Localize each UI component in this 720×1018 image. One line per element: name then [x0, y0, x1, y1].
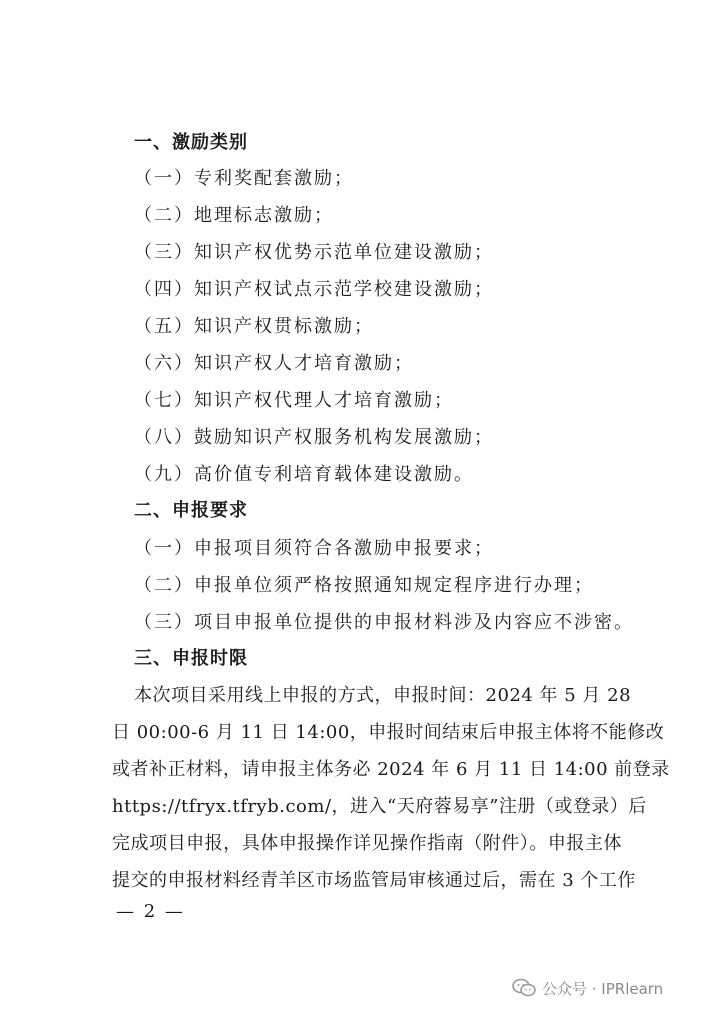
paragraph-line: 完成项目申报，具体申报操作详见操作指南（附件）。申报主体 [112, 833, 622, 854]
page-number: — 2 — [116, 901, 185, 922]
paragraph-line: 或者补正材料，请申报主体务必 2024 年 6 月 11 日 14:00 前登录 [112, 759, 670, 780]
list-item: （三）知识产权优势示范单位建设激励； [134, 242, 494, 263]
list-item: （四）知识产权试点示范学校建设激励； [134, 279, 494, 300]
list-item: （六）知识产权人才培育激励； [134, 353, 414, 374]
list-item: （八）鼓励知识产权服务机构发展激励； [134, 427, 494, 448]
list-item: （二）申报单位须严格按照通知规定程序进行办理； [134, 575, 594, 596]
list-item: （七）知识产权代理人才培育激励； [134, 390, 454, 411]
watermark-text: 公众号 · IPRlearn [542, 979, 664, 998]
list-item: （一）专利奖配套激励； [134, 168, 354, 189]
wechat-icon [512, 978, 536, 998]
paragraph-line: https://tfryx.tfryb.com/，进入“天府蓉易享”注册（或登录）后 [112, 796, 647, 817]
section-heading: 一、激励类别 [134, 132, 248, 153]
section-heading: 二、申报要求 [134, 500, 248, 521]
paragraph-line: 日 00:00-6 月 11 日 14:00，申报时间结束后申报主体将不能修改 [112, 722, 665, 743]
list-item: （三）项目申报单位提供的申报材料涉及内容应不涉密。 [134, 612, 634, 633]
list-item: （九）高价值专利培育载体建设激励。 [134, 464, 474, 485]
watermark [512, 974, 663, 1002]
list-item: （一）申报项目须符合各激励申报要求； [134, 538, 494, 559]
list-item: （二）地理标志激励； [134, 205, 334, 226]
list-item: （五）知识产权贯标激励； [134, 316, 374, 337]
section-heading: 三、申报时限 [134, 648, 248, 669]
paragraph-line: 本次项目采用线上申报的方式，申报时间：2024 年 5 月 28 [134, 685, 632, 706]
paragraph-line: 提交的申报材料经青羊区市场监管局审核通过后，需在 3 个工作 [112, 870, 636, 891]
